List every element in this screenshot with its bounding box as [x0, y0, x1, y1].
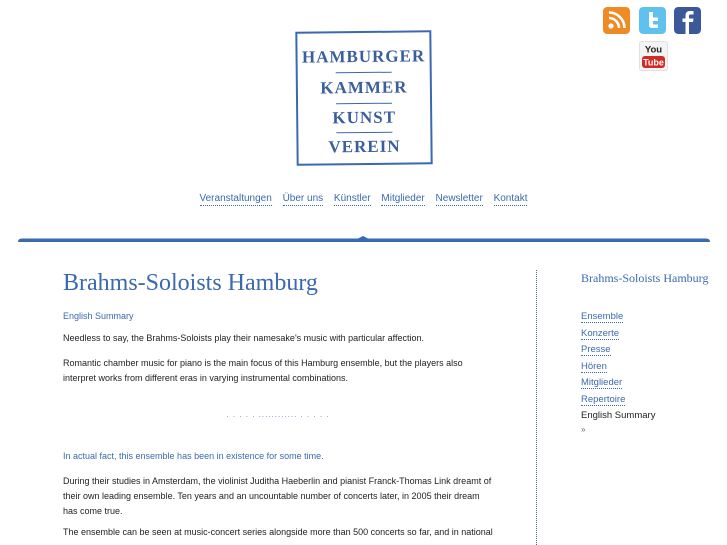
- sidebar-link-hoeren[interactable]: Hören: [581, 360, 607, 372]
- sidebar-title: Brahms-Soloists Hamburg: [581, 271, 709, 285]
- main-nav: [0, 193, 727, 204]
- lead-paragraph: In actual fact, this ensemble has been in existence for some time.: [63, 451, 324, 461]
- nav-item-ueber-uns[interactable]: Über uns: [282, 193, 324, 204]
- sidebar-item-english-summary: English Summary: [581, 410, 656, 421]
- logo-divider: [336, 72, 392, 74]
- youtube-link[interactable]: [639, 41, 668, 71]
- sidebar-item-repertoire: [581, 392, 711, 409]
- sidebar-item-hoeren: [581, 359, 711, 376]
- header-divider: [18, 236, 710, 242]
- sidebar-item-ensemble: [581, 309, 711, 326]
- logo-line-2: KAMMER: [320, 77, 408, 98]
- sidebar-link-konzerte[interactable]: Konzerte: [581, 327, 620, 339]
- section-subtitle: English Summary: [63, 311, 134, 321]
- youtube-text-tube: Tube: [643, 57, 664, 68]
- facebook-icon: [674, 7, 701, 34]
- page-title: Brahms-Soloists Hamburg: [63, 270, 318, 296]
- sidebar-item-mitglieder: [581, 375, 711, 392]
- sidebar-link-mitglieder[interactable]: Mitglieder: [581, 377, 623, 388]
- logo-line-3: KUNST: [332, 107, 397, 128]
- paragraph-4: The ensemble can be seen at music-concert series alongside more than 500 concerts so far, and in national: [63, 527, 493, 537]
- sidebar-link-repertoire[interactable]: Repertoire: [581, 393, 626, 405]
- logo-divider: [336, 103, 392, 105]
- separator-dots: . . . . . ............ . . . . .: [226, 410, 330, 419]
- main-content: [63, 270, 493, 540]
- logo-line-4: VEREIN: [328, 136, 401, 157]
- paragraph-3: During their studies in Amsterdam, the violinist Juditha Haeberlin and pianist Franck-Thomas Link dreamt of their own leading ensemble. Ten years and an uncountable number of concerts later, in 2005 their dream has come true.: [63, 476, 492, 516]
- rss-icon: [603, 7, 630, 34]
- twitter-icon: [639, 7, 666, 34]
- sidebar-current-marker: »: [581, 424, 586, 434]
- sidebar-link-presse[interactable]: Presse: [581, 344, 611, 355]
- logo-line-1: HAMBURGER: [301, 46, 426, 67]
- social-links: [603, 7, 703, 71]
- nav-item-kontakt[interactable]: Kontakt: [493, 193, 528, 204]
- youtube-text-you: You: [644, 44, 663, 56]
- sidebar-link-ensemble[interactable]: Ensemble: [581, 311, 624, 322]
- sidebar-item-konzerte: [581, 326, 711, 343]
- nav-item-veranstaltungen[interactable]: Veranstaltungen: [199, 193, 272, 204]
- sidebar: [581, 272, 711, 435]
- nav-item-newsletter[interactable]: Newsletter: [435, 193, 483, 204]
- logo-divider: [336, 132, 392, 134]
- site-logo[interactable]: [295, 30, 432, 165]
- nav-item-mitglieder[interactable]: Mitglieder: [381, 193, 425, 204]
- facebook-link[interactable]: [674, 7, 701, 34]
- twitter-link[interactable]: [639, 7, 666, 34]
- rss-link[interactable]: [603, 7, 630, 34]
- paragraph-2: Romantic chamber music for piano is the main focus of this Hamburg ensemble, but the players also interpret works from different eras in varying instrumental combinations.: [63, 358, 463, 383]
- nav-item-kuenstler[interactable]: Künstler: [333, 193, 371, 204]
- youtube-icon: [639, 41, 668, 71]
- paragraph-1: Needless to say, the Brahms-Soloists play their namesake's music with particular affection.: [63, 333, 425, 343]
- sidebar-item-presse: [581, 342, 711, 359]
- sidebar-divider: [536, 270, 537, 545]
